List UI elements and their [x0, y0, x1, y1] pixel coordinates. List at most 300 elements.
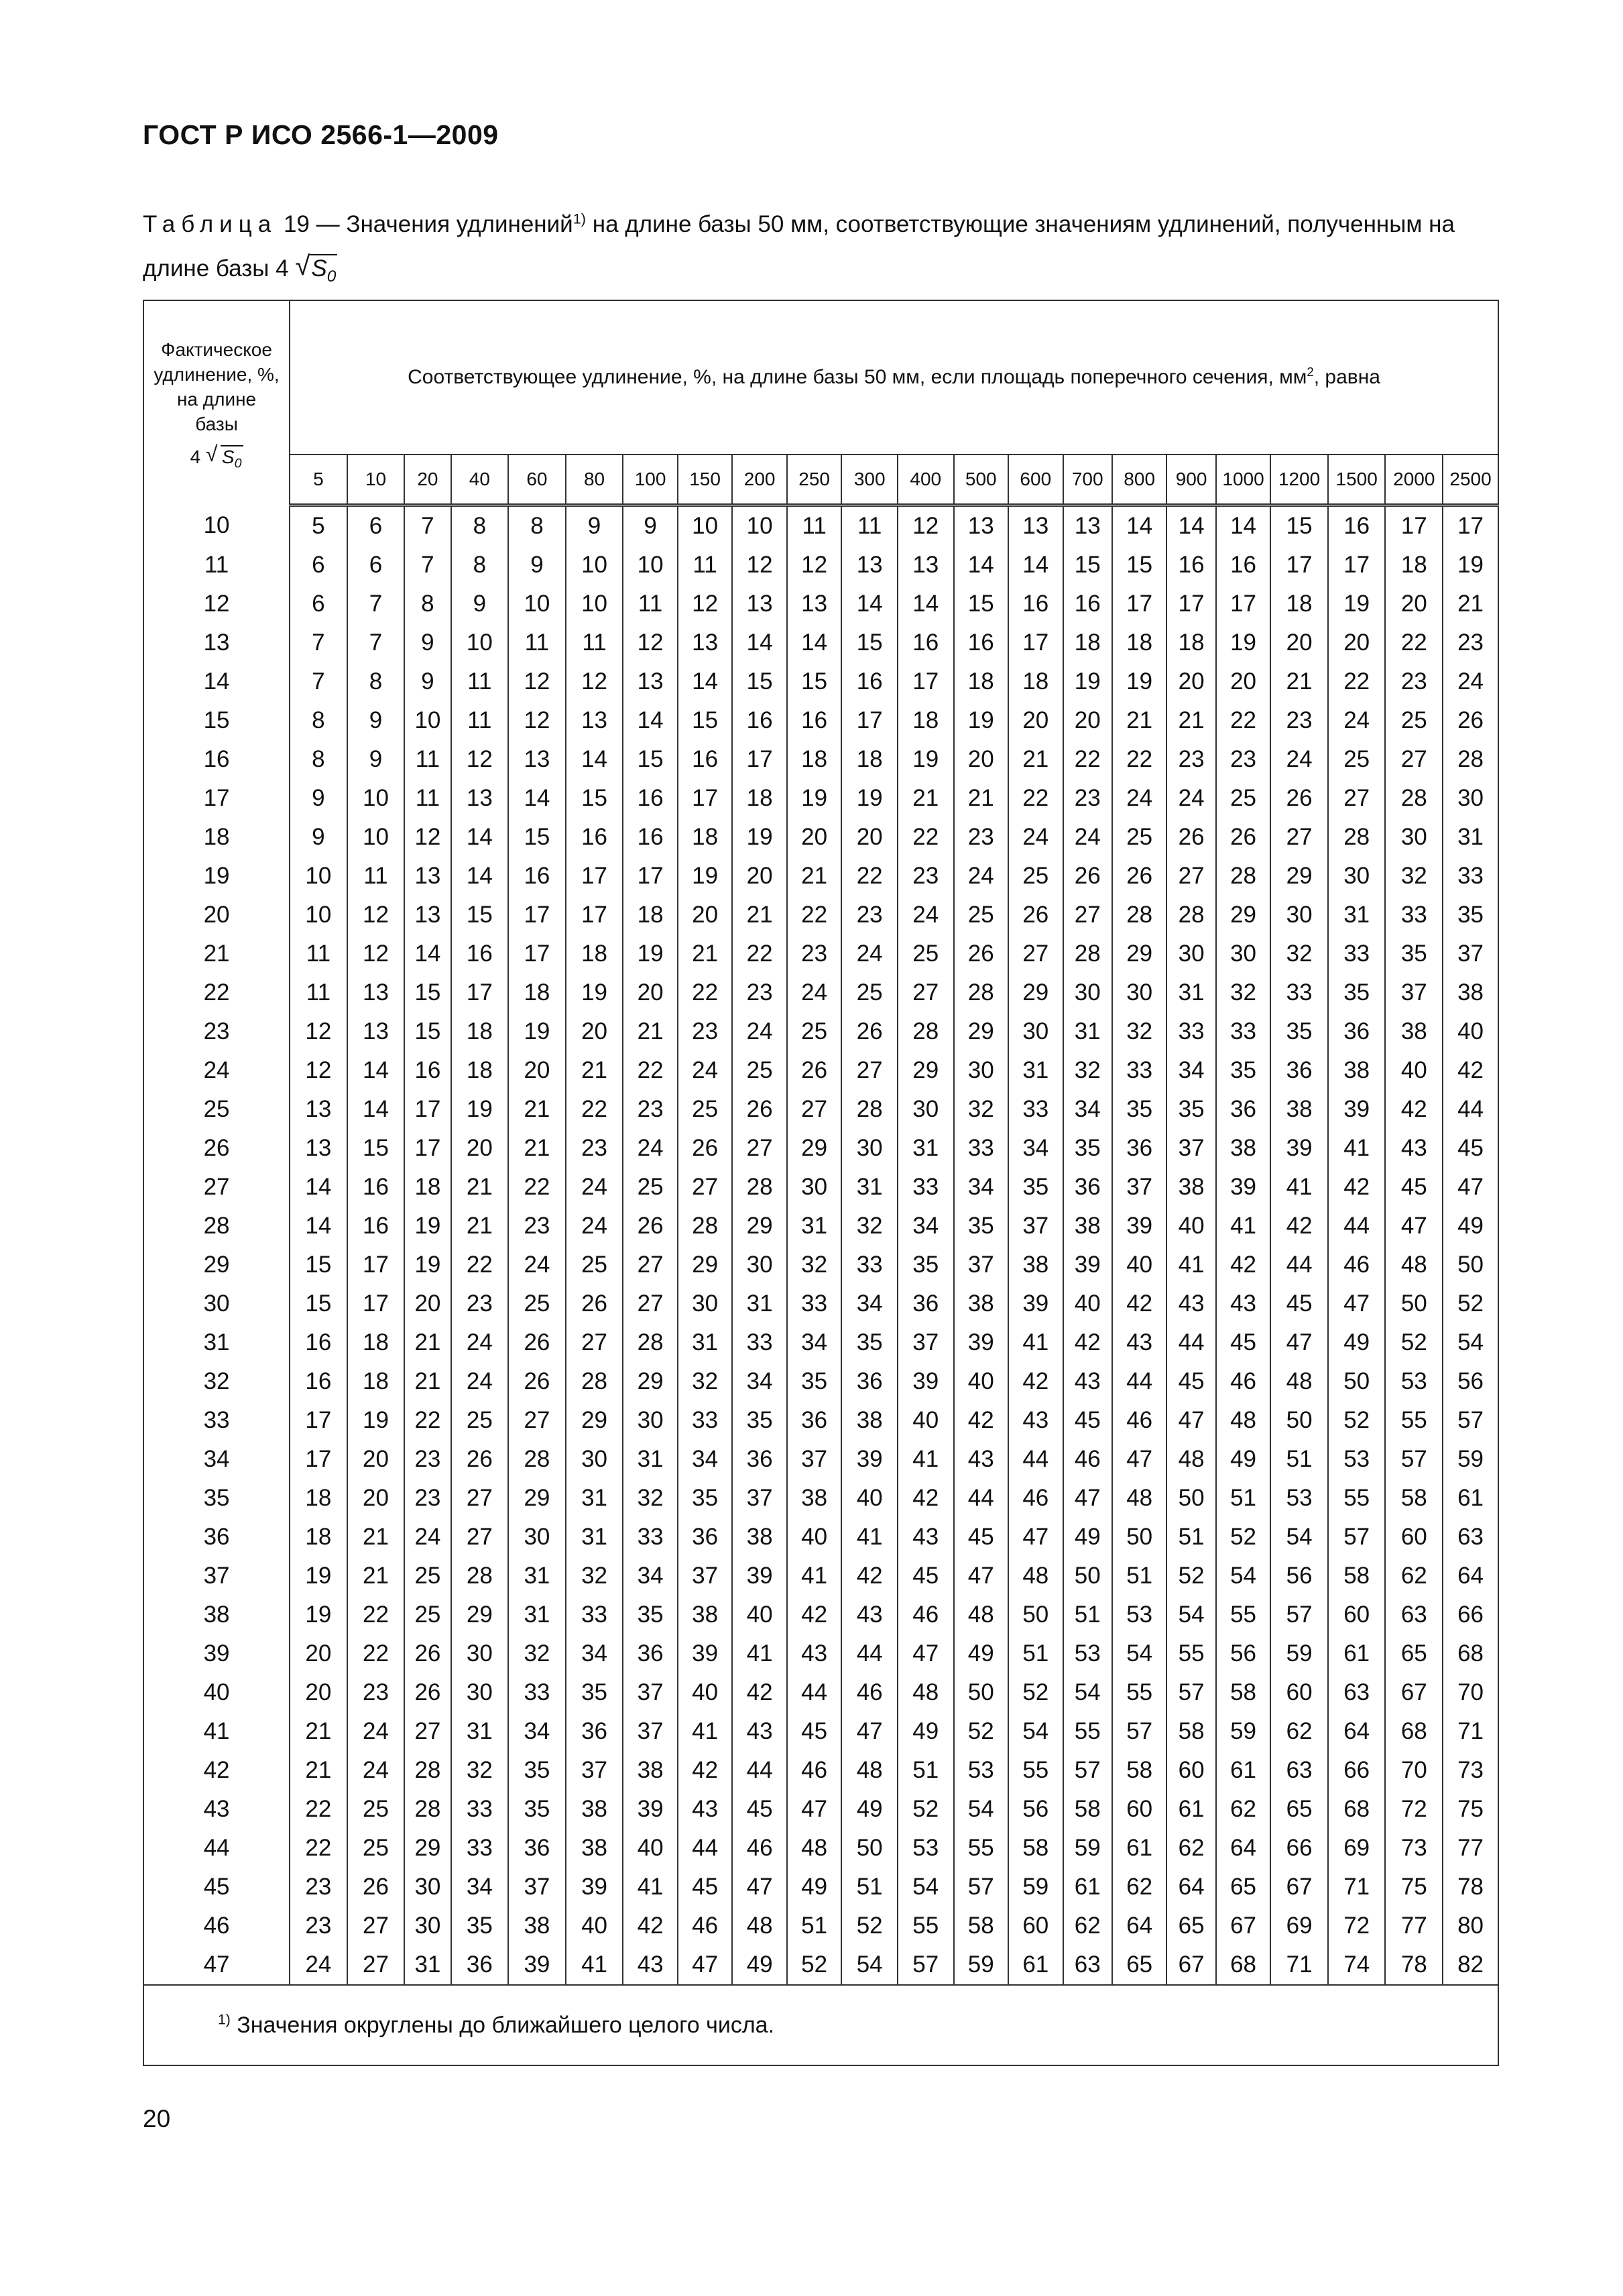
value-cell: 65 — [1270, 1790, 1328, 1829]
value-cell: 13 — [841, 546, 898, 585]
value-cell: 39 — [1270, 1129, 1328, 1168]
value-cell: 28 — [404, 1751, 450, 1790]
column-header-area: 900 — [1166, 455, 1215, 505]
value-cell: 47 — [1063, 1479, 1112, 1518]
value-cell: 17 — [290, 1401, 347, 1440]
value-cell: 16 — [954, 623, 1009, 662]
value-cell: 18 — [898, 701, 954, 740]
value-cell: 38 — [623, 1751, 678, 1790]
column-header-area: 400 — [898, 455, 954, 505]
value-cell: 28 — [566, 1362, 623, 1401]
value-cell: 34 — [898, 1207, 954, 1246]
value-cell: 19 — [1443, 546, 1498, 585]
value-cell: 25 — [623, 1168, 678, 1207]
value-cell: 5 — [290, 505, 347, 546]
actual-elongation-cell: 23 — [143, 1012, 290, 1051]
value-cell: 29 — [678, 1246, 733, 1284]
value-cell: 12 — [678, 585, 733, 623]
value-cell: 23 — [732, 973, 787, 1012]
value-cell: 32 — [841, 1207, 898, 1246]
value-cell: 40 — [732, 1595, 787, 1634]
actual-elongation-cell: 30 — [143, 1284, 290, 1323]
value-cell: 33 — [898, 1168, 954, 1207]
value-cell: 49 — [954, 1634, 1009, 1673]
value-cell: 12 — [290, 1051, 347, 1090]
value-cell: 39 — [1063, 1246, 1112, 1284]
table-row — [143, 1401, 1498, 1440]
value-cell: 44 — [1008, 1440, 1063, 1479]
actual-elongation-cell: 31 — [143, 1323, 290, 1362]
value-cell: 21 — [1166, 701, 1215, 740]
value-cell: 45 — [787, 1712, 842, 1751]
value-cell: 49 — [1216, 1440, 1271, 1479]
table-row — [143, 1790, 1498, 1829]
value-cell: 17 — [1112, 585, 1167, 623]
value-cell: 9 — [566, 505, 623, 546]
value-cell: 33 — [1112, 1051, 1167, 1090]
value-cell: 47 — [732, 1868, 787, 1907]
value-cell: 18 — [954, 662, 1009, 701]
value-cell: 8 — [290, 740, 347, 779]
value-cell: 37 — [623, 1712, 678, 1751]
value-cell: 60 — [1328, 1595, 1386, 1634]
value-cell: 26 — [1166, 818, 1215, 857]
value-cell: 68 — [1443, 1634, 1498, 1673]
value-cell: 16 — [566, 818, 623, 857]
value-cell: 33 — [732, 1323, 787, 1362]
value-cell: 37 — [954, 1246, 1009, 1284]
value-cell: 7 — [290, 623, 347, 662]
value-cell: 45 — [1216, 1323, 1271, 1362]
value-cell: 25 — [508, 1284, 566, 1323]
value-cell: 30 — [732, 1246, 787, 1284]
value-cell: 37 — [732, 1479, 787, 1518]
value-cell: 21 — [1270, 662, 1328, 701]
value-cell: 55 — [1385, 1401, 1443, 1440]
value-cell: 28 — [508, 1440, 566, 1479]
value-cell: 63 — [1385, 1595, 1443, 1634]
value-cell: 27 — [451, 1518, 509, 1557]
value-cell: 31 — [841, 1168, 898, 1207]
value-cell: 30 — [1063, 973, 1112, 1012]
value-cell: 54 — [1166, 1595, 1215, 1634]
value-cell: 31 — [732, 1284, 787, 1323]
column-header-area: 1200 — [1270, 455, 1328, 505]
value-cell: 14 — [787, 623, 842, 662]
value-cell: 48 — [1270, 1362, 1328, 1401]
column-header-area: 2500 — [1443, 455, 1498, 505]
table-row — [143, 1518, 1498, 1557]
value-cell: 22 — [1008, 779, 1063, 818]
value-cell: 36 — [1063, 1168, 1112, 1207]
value-cell: 28 — [841, 1090, 898, 1129]
actual-elongation-cell: 12 — [143, 585, 290, 623]
column-header-area: 600 — [1008, 455, 1063, 505]
value-cell: 33 — [1270, 973, 1328, 1012]
value-cell: 11 — [678, 546, 733, 585]
value-cell: 17 — [1443, 505, 1498, 546]
value-cell: 10 — [290, 857, 347, 896]
value-cell: 33 — [1008, 1090, 1063, 1129]
value-cell: 24 — [1063, 818, 1112, 857]
value-cell: 26 — [732, 1090, 787, 1129]
value-cell: 41 — [1008, 1323, 1063, 1362]
value-cell: 15 — [623, 740, 678, 779]
value-cell: 11 — [290, 973, 347, 1012]
value-cell: 40 — [678, 1673, 733, 1712]
table-row — [143, 623, 1498, 662]
value-cell: 17 — [841, 701, 898, 740]
value-cell: 43 — [732, 1712, 787, 1751]
value-cell: 34 — [1063, 1090, 1112, 1129]
value-cell: 21 — [732, 896, 787, 934]
table-row — [143, 1595, 1498, 1634]
value-cell: 19 — [404, 1246, 450, 1284]
value-cell: 24 — [451, 1362, 509, 1401]
value-cell: 31 — [1008, 1051, 1063, 1090]
value-cell: 42 — [1216, 1246, 1271, 1284]
value-cell: 15 — [732, 662, 787, 701]
value-cell: 9 — [404, 623, 450, 662]
value-cell: 8 — [347, 662, 405, 701]
value-cell: 19 — [451, 1090, 509, 1129]
value-cell: 50 — [841, 1829, 898, 1868]
value-cell: 39 — [898, 1362, 954, 1401]
value-cell: 40 — [787, 1518, 842, 1557]
table-row — [143, 1207, 1498, 1246]
value-cell: 29 — [732, 1207, 787, 1246]
value-cell: 9 — [451, 585, 509, 623]
value-cell: 67 — [1270, 1868, 1328, 1907]
value-cell: 9 — [347, 740, 405, 779]
value-cell: 57 — [1166, 1673, 1215, 1712]
value-cell: 19 — [290, 1557, 347, 1595]
value-cell: 47 — [1270, 1323, 1328, 1362]
value-cell: 51 — [787, 1907, 842, 1945]
value-cell: 27 — [1385, 740, 1443, 779]
value-cell: 30 — [451, 1673, 509, 1712]
value-cell: 48 — [1112, 1479, 1167, 1518]
value-cell: 10 — [404, 701, 450, 740]
value-cell: 32 — [678, 1362, 733, 1401]
value-cell: 42 — [623, 1907, 678, 1945]
value-cell: 16 — [404, 1051, 450, 1090]
value-cell: 18 — [451, 1051, 509, 1090]
value-cell: 56 — [1443, 1362, 1498, 1401]
value-cell: 43 — [1112, 1323, 1167, 1362]
value-cell: 10 — [732, 505, 787, 546]
value-cell: 58 — [1385, 1479, 1443, 1518]
value-cell: 38 — [1166, 1168, 1215, 1207]
value-cell: 40 — [898, 1401, 954, 1440]
value-cell: 65 — [1216, 1868, 1271, 1907]
value-cell: 21 — [451, 1207, 509, 1246]
table-row — [143, 857, 1498, 896]
value-cell: 12 — [898, 505, 954, 546]
first-column-header — [143, 300, 290, 505]
value-cell: 31 — [566, 1518, 623, 1557]
value-cell: 12 — [347, 934, 405, 973]
value-cell: 30 — [1008, 1012, 1063, 1051]
value-cell: 48 — [841, 1751, 898, 1790]
value-cell: 71 — [1328, 1868, 1386, 1907]
value-cell: 12 — [566, 662, 623, 701]
value-cell: 10 — [347, 818, 405, 857]
value-cell: 37 — [1112, 1168, 1167, 1207]
value-cell: 19 — [841, 779, 898, 818]
value-cell: 13 — [732, 585, 787, 623]
value-cell: 28 — [1063, 934, 1112, 973]
value-cell: 44 — [1328, 1207, 1386, 1246]
value-cell: 35 — [508, 1751, 566, 1790]
value-cell: 27 — [1063, 896, 1112, 934]
value-cell: 37 — [1443, 934, 1498, 973]
value-cell: 34 — [508, 1712, 566, 1751]
value-cell: 62 — [1385, 1557, 1443, 1595]
value-cell: 22 — [404, 1401, 450, 1440]
value-cell: 34 — [787, 1323, 842, 1362]
value-cell: 55 — [1328, 1479, 1386, 1518]
value-cell: 21 — [290, 1751, 347, 1790]
value-cell: 7 — [347, 623, 405, 662]
value-cell: 18 — [1385, 546, 1443, 585]
value-cell: 44 — [1112, 1362, 1167, 1401]
value-cell: 17 — [347, 1284, 405, 1323]
sqrt-icon — [295, 247, 337, 291]
value-cell: 11 — [404, 779, 450, 818]
value-cell: 25 — [347, 1790, 405, 1829]
span-header-sup: 2 — [1307, 365, 1314, 379]
value-cell: 54 — [841, 1945, 898, 1985]
value-cell: 47 — [1443, 1168, 1498, 1207]
value-cell: 26 — [787, 1051, 842, 1090]
value-cell: 38 — [1216, 1129, 1271, 1168]
value-cell: 35 — [508, 1790, 566, 1829]
value-cell: 47 — [898, 1634, 954, 1673]
value-cell: 14 — [1166, 505, 1215, 546]
value-cell: 40 — [954, 1362, 1009, 1401]
value-cell: 25 — [404, 1595, 450, 1634]
value-cell: 69 — [1270, 1907, 1328, 1945]
value-cell: 27 — [566, 1323, 623, 1362]
value-cell: 27 — [347, 1907, 405, 1945]
value-cell: 13 — [347, 1012, 405, 1051]
value-cell: 41 — [678, 1712, 733, 1751]
sqrt-icon — [206, 444, 243, 469]
value-cell: 19 — [1328, 585, 1386, 623]
value-cell: 20 — [566, 1012, 623, 1051]
value-cell: 27 — [623, 1246, 678, 1284]
value-cell: 62 — [1166, 1829, 1215, 1868]
actual-elongation-cell: 18 — [143, 818, 290, 857]
caption-rest: на длине базы 50 мм, соответствующие значениям удлинений, полученным на длине базы — [143, 211, 1455, 282]
value-cell: 35 — [1063, 1129, 1112, 1168]
value-cell: 14 — [451, 857, 509, 896]
value-cell: 39 — [954, 1323, 1009, 1362]
column-header-area: 150 — [678, 455, 733, 505]
value-cell: 52 — [954, 1712, 1009, 1751]
value-cell: 26 — [404, 1673, 450, 1712]
value-cell: 29 — [1008, 973, 1063, 1012]
value-cell: 18 — [732, 779, 787, 818]
value-cell: 52 — [787, 1945, 842, 1985]
value-cell: 23 — [1270, 701, 1328, 740]
value-cell: 77 — [1385, 1907, 1443, 1945]
value-cell: 13 — [954, 505, 1009, 546]
value-cell: 14 — [451, 818, 509, 857]
actual-elongation-cell: 25 — [143, 1090, 290, 1129]
value-cell: 66 — [1270, 1829, 1328, 1868]
page-number: 20 — [143, 2105, 171, 2132]
value-cell: 52 — [1166, 1557, 1215, 1595]
value-cell: 20 — [787, 818, 842, 857]
value-cell: 60 — [1008, 1907, 1063, 1945]
value-cell: 42 — [678, 1751, 733, 1790]
value-cell: 10 — [566, 546, 623, 585]
value-cell: 8 — [290, 701, 347, 740]
table-row — [143, 1557, 1498, 1595]
value-cell: 37 — [678, 1557, 733, 1595]
value-cell: 60 — [1112, 1790, 1167, 1829]
value-cell: 35 — [954, 1207, 1009, 1246]
value-cell: 15 — [508, 818, 566, 857]
value-cell: 47 — [787, 1790, 842, 1829]
value-cell: 22 — [732, 934, 787, 973]
value-cell: 38 — [566, 1829, 623, 1868]
value-cell: 24 — [1270, 740, 1328, 779]
value-cell: 55 — [1166, 1634, 1215, 1673]
value-cell: 17 — [404, 1090, 450, 1129]
value-cell: 18 — [347, 1362, 405, 1401]
value-cell: 12 — [508, 701, 566, 740]
footnote-text: Значения округлены до ближайшего целого числа. — [230, 2012, 775, 2038]
value-cell: 46 — [1008, 1479, 1063, 1518]
table-row — [143, 1479, 1498, 1518]
value-cell: 47 — [678, 1945, 733, 1985]
value-cell: 46 — [787, 1751, 842, 1790]
value-cell: 17 — [347, 1246, 405, 1284]
value-cell: 19 — [404, 1207, 450, 1246]
value-cell: 21 — [508, 1090, 566, 1129]
value-cell: 23 — [1063, 779, 1112, 818]
value-cell: 35 — [898, 1246, 954, 1284]
value-cell: 36 — [1270, 1051, 1328, 1090]
value-cell: 51 — [1216, 1479, 1271, 1518]
value-cell: 52 — [1328, 1401, 1386, 1440]
value-cell: 13 — [404, 857, 450, 896]
value-cell: 20 — [404, 1284, 450, 1323]
value-cell: 38 — [732, 1518, 787, 1557]
value-cell: 38 — [1270, 1090, 1328, 1129]
value-cell: 26 — [566, 1284, 623, 1323]
value-cell: 30 — [1443, 779, 1498, 818]
actual-elongation-cell: 29 — [143, 1246, 290, 1284]
value-cell: 54 — [1270, 1518, 1328, 1557]
table-row — [143, 1246, 1498, 1284]
value-cell: 42 — [1443, 1051, 1498, 1090]
value-cell: 22 — [347, 1595, 405, 1634]
value-cell: 58 — [1216, 1673, 1271, 1712]
value-cell: 54 — [1216, 1557, 1271, 1595]
value-cell: 40 — [1385, 1051, 1443, 1090]
value-cell: 16 — [451, 934, 509, 973]
table-row — [143, 1829, 1498, 1868]
value-cell: 54 — [954, 1790, 1009, 1829]
value-cell: 46 — [1328, 1246, 1386, 1284]
value-cell: 63 — [1328, 1673, 1386, 1712]
value-cell: 36 — [451, 1945, 509, 1985]
value-cell: 18 — [678, 818, 733, 857]
value-cell: 28 — [678, 1207, 733, 1246]
value-cell: 21 — [566, 1051, 623, 1090]
first-column-formula-coef: 4 — [190, 446, 201, 467]
value-cell: 14 — [508, 779, 566, 818]
value-cell: 21 — [451, 1168, 509, 1207]
value-cell: 19 — [678, 857, 733, 896]
value-cell: 15 — [404, 973, 450, 1012]
value-cell: 59 — [1063, 1829, 1112, 1868]
value-cell: 13 — [347, 973, 405, 1012]
value-cell: 32 — [1063, 1051, 1112, 1090]
value-cell: 53 — [1270, 1479, 1328, 1518]
value-cell: 26 — [508, 1362, 566, 1401]
value-cell: 24 — [347, 1751, 405, 1790]
value-cell: 41 — [732, 1634, 787, 1673]
actual-elongation-cell: 47 — [143, 1945, 290, 1985]
value-cell: 22 — [1063, 740, 1112, 779]
actual-elongation-cell: 22 — [143, 973, 290, 1012]
value-cell: 24 — [898, 896, 954, 934]
value-cell: 45 — [678, 1868, 733, 1907]
value-cell: 15 — [787, 662, 842, 701]
value-cell: 30 — [898, 1090, 954, 1129]
value-cell: 32 — [508, 1634, 566, 1673]
value-cell: 80 — [1443, 1907, 1498, 1945]
value-cell: 50 — [1166, 1479, 1215, 1518]
value-cell: 38 — [1443, 973, 1498, 1012]
value-cell: 9 — [623, 505, 678, 546]
value-cell: 42 — [732, 1673, 787, 1712]
value-cell: 16 — [290, 1362, 347, 1401]
table-row — [143, 1012, 1498, 1051]
value-cell: 47 — [954, 1557, 1009, 1595]
actual-elongation-cell: 34 — [143, 1440, 290, 1479]
value-cell: 69 — [1328, 1829, 1386, 1868]
value-cell: 35 — [623, 1595, 678, 1634]
value-cell: 23 — [623, 1090, 678, 1129]
value-cell: 42 — [1385, 1090, 1443, 1129]
value-cell: 28 — [1385, 779, 1443, 818]
value-cell: 18 — [787, 740, 842, 779]
value-cell: 49 — [1063, 1518, 1112, 1557]
value-cell: 24 — [1112, 779, 1167, 818]
value-cell: 45 — [1443, 1129, 1498, 1168]
value-cell: 42 — [1008, 1362, 1063, 1401]
value-cell: 26 — [678, 1129, 733, 1168]
value-cell: 20 — [841, 818, 898, 857]
value-cell: 25 — [898, 934, 954, 973]
value-cell: 24 — [404, 1518, 450, 1557]
value-cell: 20 — [1328, 623, 1386, 662]
value-cell: 29 — [566, 1401, 623, 1440]
value-cell: 21 — [347, 1518, 405, 1557]
value-cell: 32 — [1270, 934, 1328, 973]
value-cell: 13 — [566, 701, 623, 740]
value-cell: 74 — [1328, 1945, 1386, 1985]
value-cell: 16 — [290, 1323, 347, 1362]
value-cell: 24 — [566, 1168, 623, 1207]
value-cell: 47 — [1166, 1401, 1215, 1440]
